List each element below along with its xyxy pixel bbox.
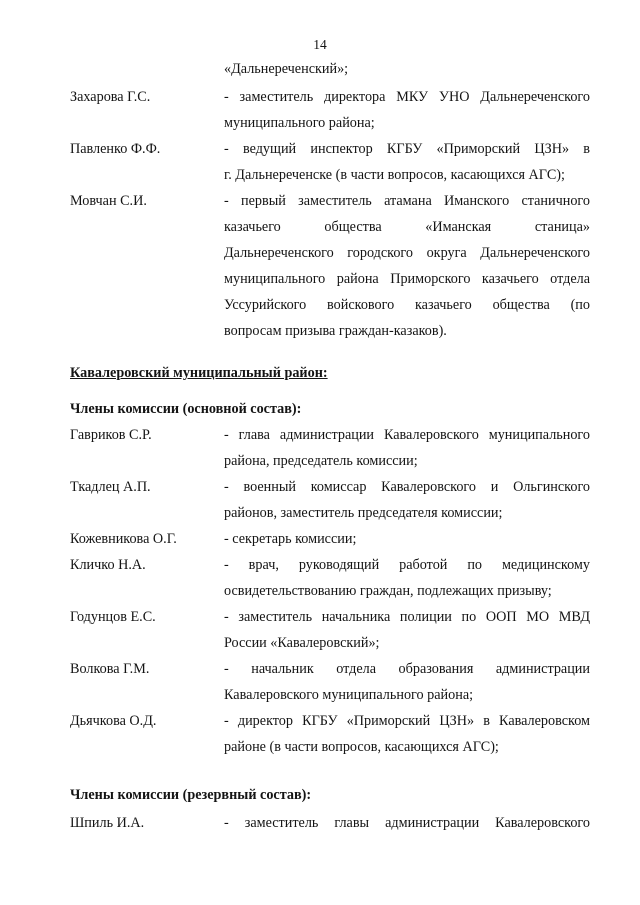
member-role-line: муниципального района Приморского казачьего отдела — [224, 271, 590, 287]
member-role-line: вопросам призыва граждан-казаков). — [224, 323, 447, 339]
continuation-text: «Дальнереченский»; — [224, 61, 349, 77]
member-role-line: - секретарь комиссии; — [224, 531, 357, 547]
section-heading-main: Члены комиссии (основной состав): — [70, 401, 302, 417]
member-name: Захарова Г.С. — [70, 89, 151, 105]
member-name: Ткадлец А.П. — [70, 479, 151, 495]
section-heading-reserve: Члены комиссии (резервный состав): — [70, 787, 312, 803]
member-role-line: - глава администрации Кавалеровского муниципального — [224, 427, 590, 443]
page-number: 14 — [313, 37, 327, 52]
member-role-line: - врач, руководящий работой по медицинскому — [224, 557, 590, 573]
member-role-line: муниципального района; — [224, 115, 375, 131]
member-role-line: казачьего общества «Иманская станица» — [224, 219, 590, 235]
member-name: Гавриков С.Р. — [70, 427, 152, 443]
member-name: Мовчан С.И. — [70, 193, 147, 209]
member-name: Шпиль И.А. — [70, 815, 145, 831]
member-role-line: - заместитель директора МКУ УНО Дальнереченского — [224, 89, 590, 105]
member-name: Дьячкова О.Д. — [70, 713, 157, 729]
member-role-line: - первый заместитель атамана Иманского станичного — [224, 193, 590, 209]
member-name: Волкова Г.М. — [70, 661, 150, 677]
member-role-line: Уссурийского войскового казачьего общества (по — [224, 297, 590, 313]
member-role-line: района, председатель комиссии; — [224, 453, 418, 469]
member-role-line: - ведущий инспектор КГБУ «Приморский ЦЗН» в — [224, 141, 590, 157]
member-name: Годунцов Е.С. — [70, 609, 156, 625]
member-role-line: - заместитель главы администрации Кавалеровского — [224, 815, 590, 831]
member-role-line: - военный комиссар Кавалеровского и Ольгинского — [224, 479, 590, 495]
member-role-line: районе (в части вопросов, касающихся АГС); — [224, 739, 499, 755]
member-role-line: освидетельствованию граждан, подлежащих призыву; — [224, 583, 552, 599]
member-role-line: России «Кавалеровский»; — [224, 635, 380, 651]
member-role-line: г. Дальнереченске (в части вопросов, касающихся АГС); — [224, 167, 565, 183]
member-role-line: Кавалеровского муниципального района; — [224, 687, 474, 703]
member-name: Кожевникова О.Г. — [70, 531, 177, 547]
member-role-line: районов, заместитель председателя комиссии; — [224, 505, 503, 521]
member-role-line: - заместитель начальника полиции по ООП МО МВД — [224, 609, 590, 625]
member-role-line: - директор КГБУ «Приморский ЦЗН» в Кавалеровском — [224, 713, 590, 729]
member-name: Павленко Ф.Ф. — [70, 141, 161, 157]
member-role-line: - начальник отдела образования администрации — [224, 661, 590, 677]
member-role-line: Дальнереченского городского округа Дальнереченского — [224, 245, 590, 261]
member-name: Кличко Н.А. — [70, 557, 146, 573]
district-heading: Кавалеровский муниципальный район: — [70, 365, 328, 381]
